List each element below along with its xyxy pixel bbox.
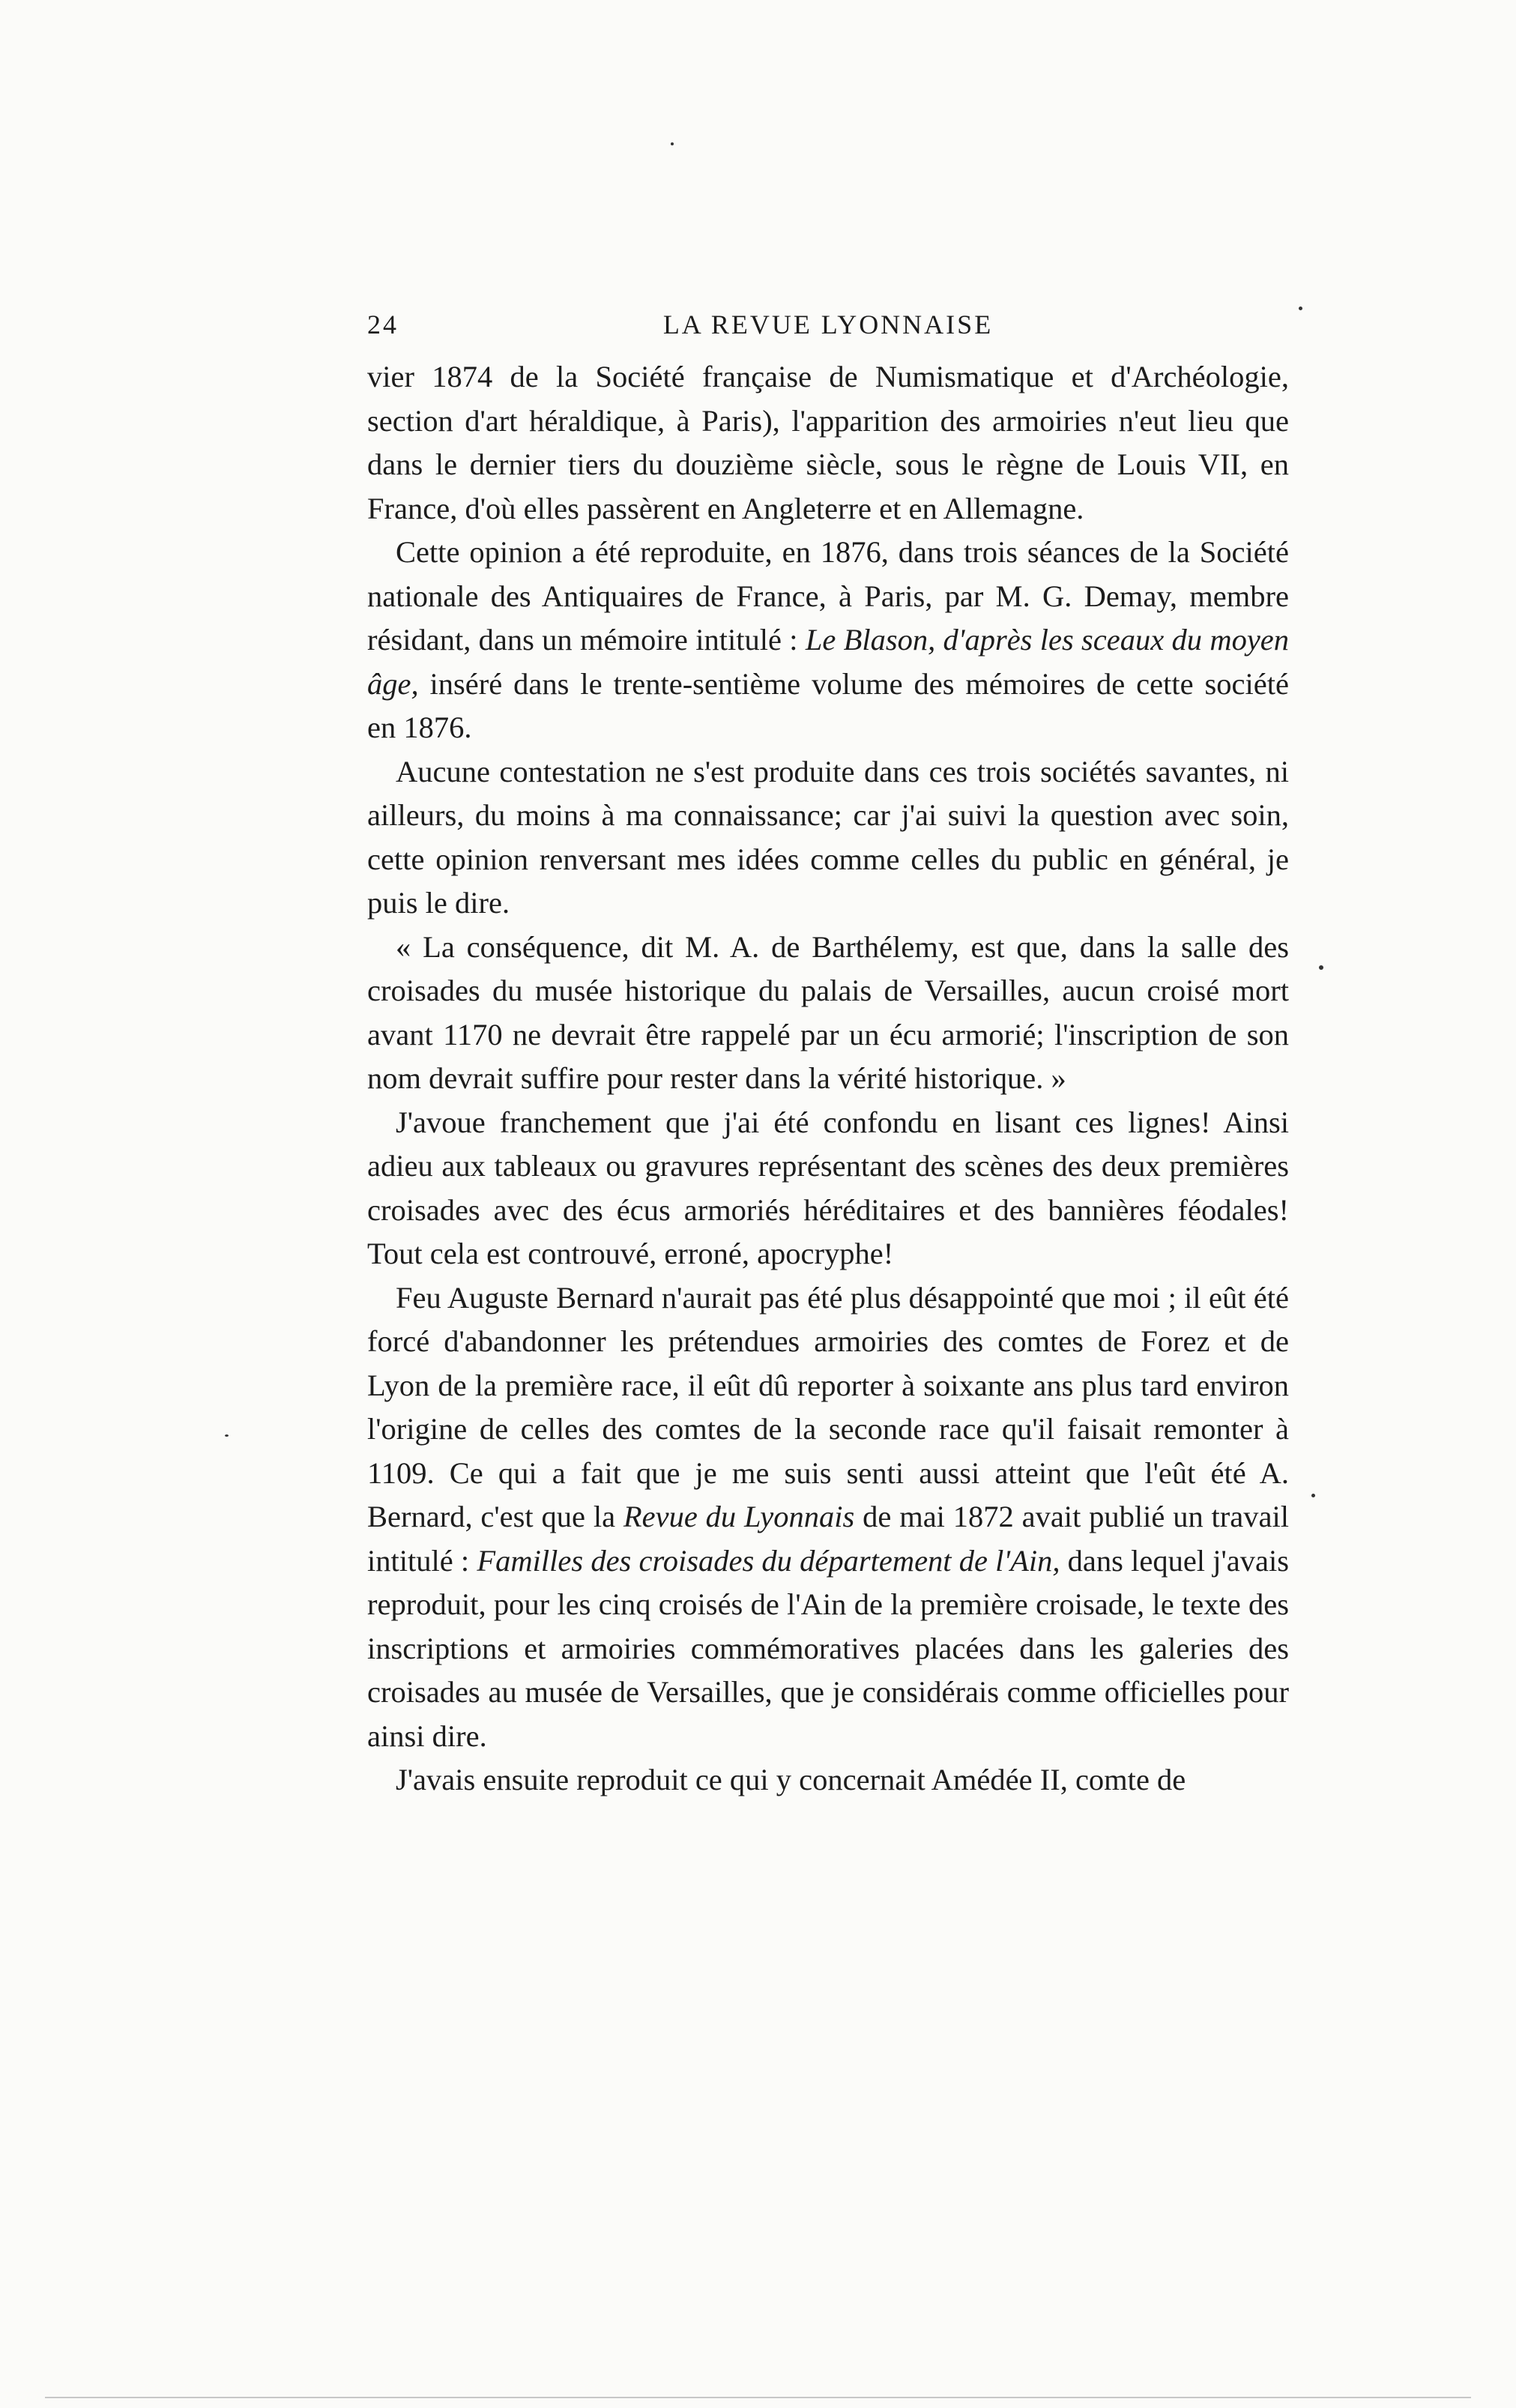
print-speck bbox=[1299, 307, 1302, 310]
paragraph-6-text-c: dans lequel j'avais reproduit, pour les cinq croisés de l'Ain de la première croisade, le texte des inscriptions et armoiries commémoratives placées dans les galeries des croisades au musée de Versailles, que je considérais comme officielles pour ainsi dire. bbox=[367, 1543, 1289, 1753]
print-speck bbox=[671, 142, 674, 145]
paragraph-6 bbox=[367, 1276, 1289, 1759]
paragraph-5: J'avoue franchement que j'ai été confondu en lisant ces lignes! Ainsi adieu aux tableaux ou gravures représentant des scènes des deux premières croisades avec des écus armoriés héréditaires et des bannières féodales! Tout cela est controuvé, erroné, apocryphe! bbox=[367, 1105, 1289, 1270]
page-header bbox=[367, 309, 1289, 355]
paragraph-6-text-b: de mai 1872 avait publié un travail intitulé : bbox=[367, 1500, 1290, 1578]
paragraph-2-text-b: inséré dans le trente-sentième volume des mémoires de cette société en 1876. bbox=[367, 666, 1289, 744]
paragraph-6-italic-journal: Revue du Lyonnais bbox=[623, 1500, 855, 1533]
paragraph-6-italic-title: Familles des croisades du département de l'Ain, bbox=[477, 1543, 1060, 1578]
paragraph-2 bbox=[367, 531, 1289, 750]
print-speck bbox=[1311, 1494, 1315, 1497]
body-text bbox=[367, 355, 1289, 1802]
paragraph-2-italic-title: Le Blason, d'après les sceaux du moyen âge, bbox=[367, 623, 1290, 701]
document-page bbox=[367, 309, 1289, 1802]
paragraph-1: vier 1874 de la Société française de Numismatique et d'Archéologie, section d'art héraldique, à Paris), l'apparition des armoiries n'eut lieu que dans le dernier tiers du douzième siècle, sous le règne de Louis VII, en France, d'où elles passèrent en Angleterre et en Allemagne. bbox=[367, 360, 1289, 525]
print-speck bbox=[225, 1434, 229, 1437]
paragraph-6-text-a: Feu Auguste Bernard n'aurait pas été plus désappointé que moi ; il eût été forcé d'abandonner les prétendues armoiries des comtes de Forez et de Lyon de la première race, il eût dû reporter à soixante ans plus tard environ l'origine de celles des comtes de la seconde race qu'il faisait remonter à 1109. Ce qui a fait que je me suis senti aussi atteint que l'eût été A. Bernard, c'est que la bbox=[367, 1280, 1289, 1533]
paragraph-7: J'avais ensuite reproduit ce qui y concernait Amédée II, comte de bbox=[396, 1763, 1186, 1796]
print-speck bbox=[1319, 965, 1323, 970]
page-bottom-edge bbox=[45, 2397, 1471, 2398]
paragraph-3: Aucune contestation ne s'est produite dans ces trois sociétés savantes, ni ailleurs, du moins à ma connaissance; car j'ai suivi la question avec soin, cette opinion renversant mes idées comme celles du public en général, je puis le dire. bbox=[367, 754, 1289, 920]
running-title: LA REVUE LYONNAISE bbox=[662, 310, 994, 340]
paragraph-2-text-a: Cette opinion a été reproduite, en 1876, dans trois séances de la Société nationale des Antiquaires de France, à Paris, par M. G. Demay, membre résidant, dans un mémoire intitulé : bbox=[367, 535, 1289, 657]
page-number: 24 bbox=[367, 310, 399, 340]
paragraph-4-quotation: « La conséquence, dit M. A. de Barthélemy, est que, dans la salle des croisades du musée historique du palais de Versailles, aucun croisé mort avant 1170 ne devrait être rappelé par un écu armorié; l'inscription de son nom devrait suffire pour rester dans la vérité historique. » bbox=[367, 929, 1289, 1095]
